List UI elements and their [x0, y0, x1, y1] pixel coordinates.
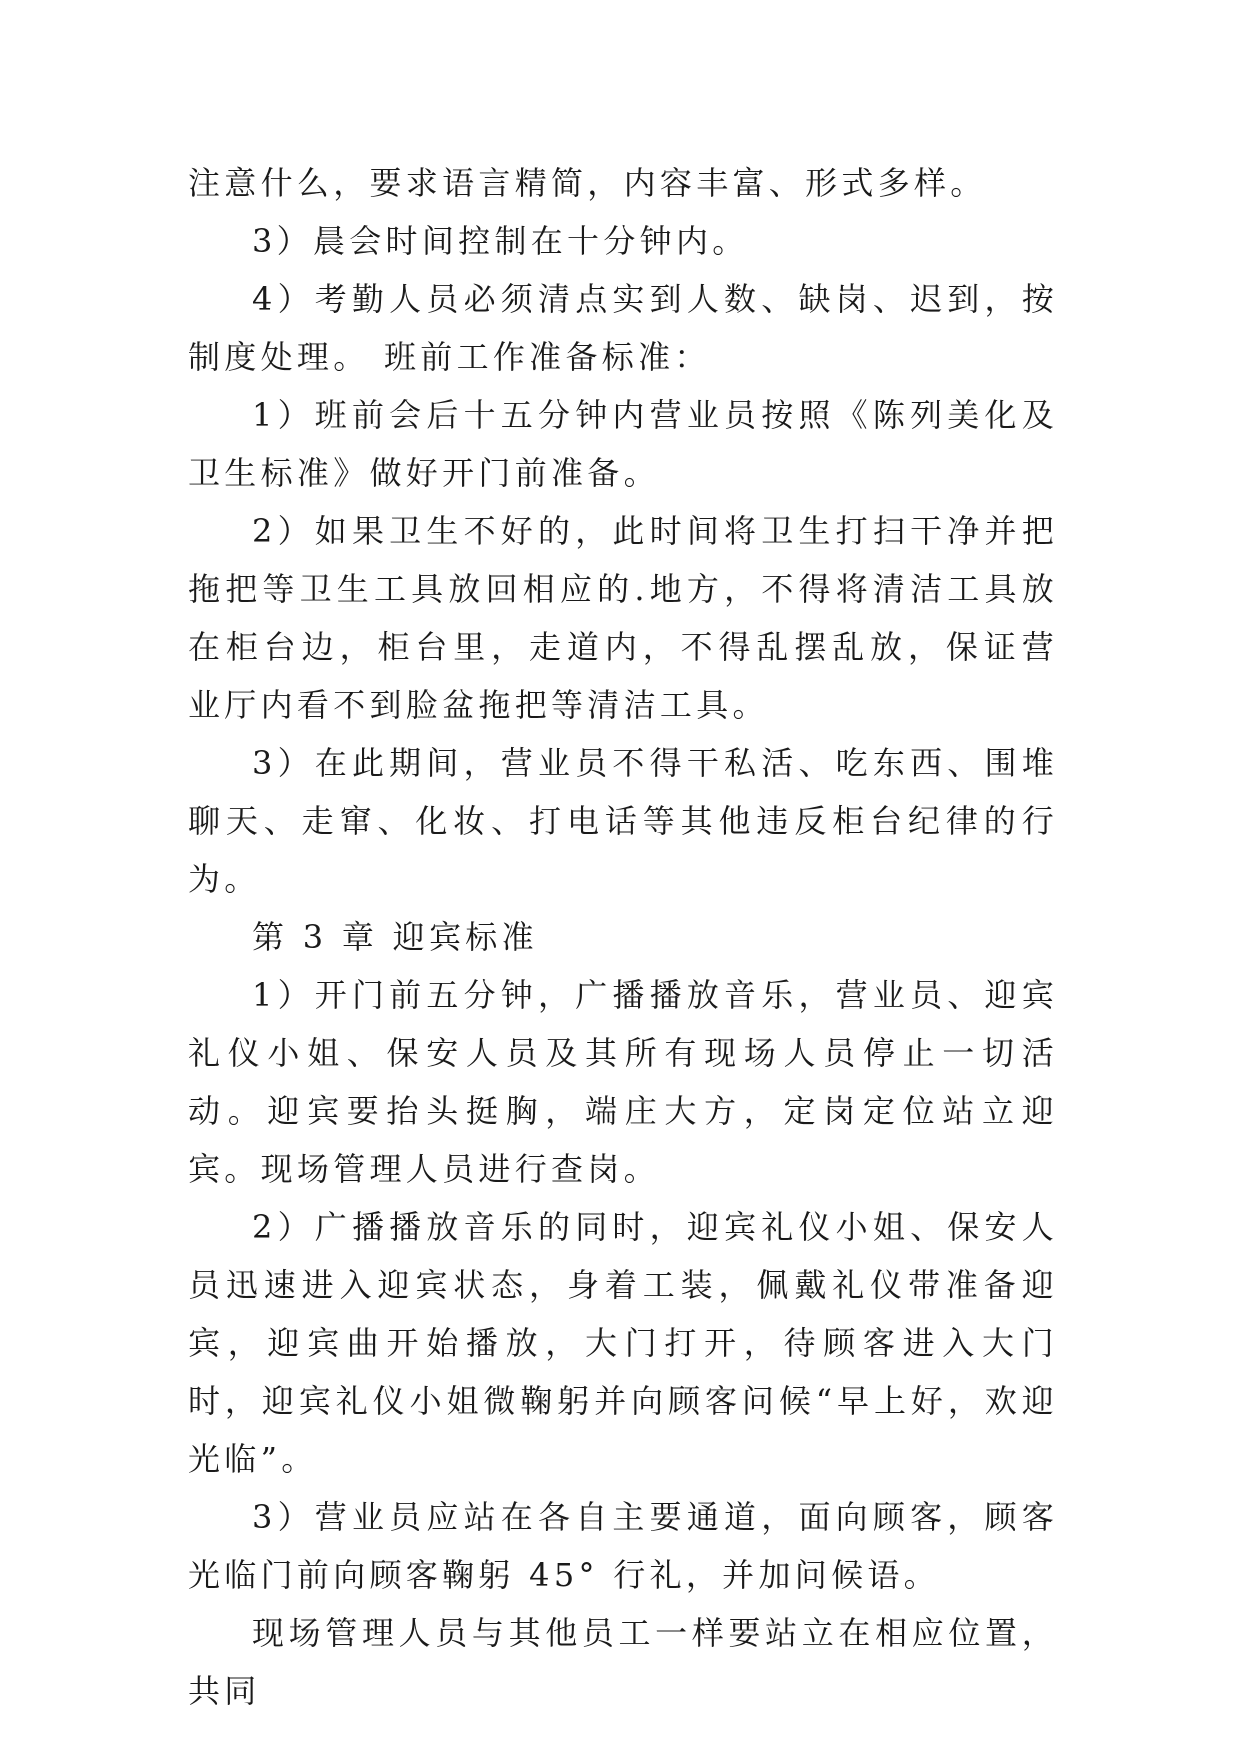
paragraph-9: 2）广播播放音乐的同时，迎宾礼仪小姐、保安人员迅速进入迎宾状态，身着工装，佩戴礼仪带准备迎宾，迎宾曲开始播放，大门打开，待顾客进入大门时，迎宾礼仪小姐微鞠躬并向顾客问候“早上好，欢迎光临”。 [188, 1208, 1058, 1478]
paragraph-2: 3）晨会时间控制在十分钟内。 [252, 222, 749, 260]
paragraph-1: 注意什么，要求语言精简，内容丰富、形式多样。 [188, 164, 987, 202]
paragraph-5: 2）如果卫生不好的，此时间将卫生打扫干净并把拖把等卫生工具放回相应的.地方，不得将清洁工具放在柜台边，柜台里，走道内，不得乱摆乱放，保证营业厅内看不到脸盆拖把等清洁工具。 [188, 512, 1058, 724]
paragraph-4: 1）班前会后十五分钟内营业员按照《陈列美化及卫生标准》做好开门前准备。 [188, 396, 1058, 492]
paragraph-8: 1）开门前五分钟，广播播放音乐，营业员、迎宾礼仪小姐、保安人员及其所有现场人员停止一切活动。迎宾要抬头挺胸，端庄大方，定岗定位站立迎宾。现场管理人员进行查岗。 [188, 976, 1058, 1188]
paragraph-3: 4）考勤人员必须清点实到人数、缺岗、迟到，按制度处理。 班前工作准备标准： [188, 280, 1058, 376]
document-body [188, 154, 1058, 1720]
paragraph-10: 3）营业员应站在各自主要通道，面向顾客，顾客光临门前向顾客鞠躬 45° 行礼，并加问候语。 [188, 1498, 1058, 1594]
chapter-heading: 第 3 章 迎宾标准 [252, 918, 538, 956]
paragraph-6: 3）在此期间，营业员不得干私活、吃东西、围堆聊天、走窜、化妆、打电话等其他违反柜台纪律的行为。 [188, 744, 1058, 898]
paragraph-11: 现场管理人员与其他员工一样要站立在相应位置，共同 [188, 1614, 1058, 1710]
